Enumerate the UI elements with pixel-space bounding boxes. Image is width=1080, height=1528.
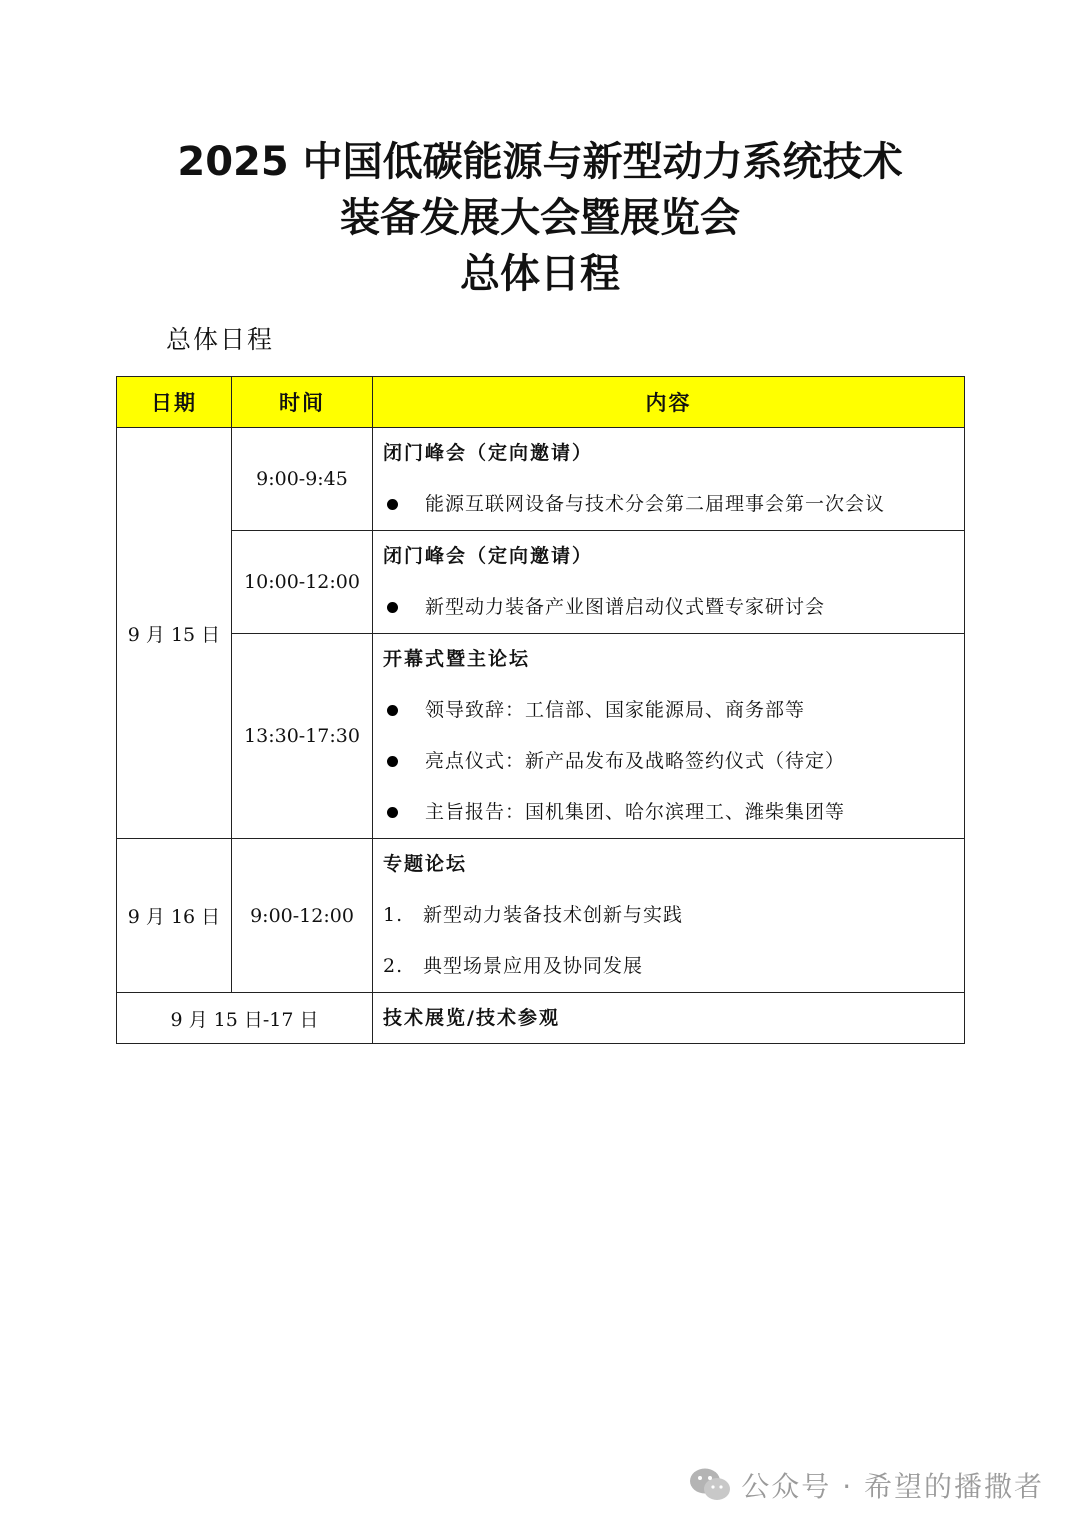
document-title-line-1: 2025 中国低碳能源与新型动力系统技术 — [177, 139, 903, 185]
time-cell: 9:00-12:00 — [232, 839, 373, 993]
table-row — [117, 428, 965, 531]
list-item — [383, 479, 954, 530]
table-row — [117, 531, 965, 634]
list-item — [383, 582, 954, 633]
date-cell: 9 月 15 日 — [117, 428, 232, 839]
watermark-text: 公众号 · 希望的播撒者 — [741, 1470, 1044, 1503]
session-heading: 专题论坛 — [383, 853, 468, 875]
header-date: 日期 — [117, 377, 232, 428]
watermark — [689, 1462, 1044, 1508]
session-heading: 开幕式暨主论坛 — [383, 648, 531, 670]
schedule-table — [116, 376, 965, 1044]
section-subheading: 总体日程 — [166, 325, 275, 354]
item-text: 能源互联网设备与技术分会第二届理事会第一次会议 — [425, 493, 886, 515]
date-cell: 9 月 16 日 — [117, 839, 232, 993]
content-cell — [373, 428, 965, 531]
document-title-line-2: 装备发展大会暨展览会 — [340, 195, 740, 241]
item-text: 新型动力装备技术创新与实践 — [423, 904, 684, 926]
list-item — [383, 890, 954, 941]
wechat-icon — [689, 1466, 731, 1504]
item-text: 典型场景应用及协同发展 — [423, 955, 644, 977]
list-item — [383, 941, 954, 992]
time-cell: 9:00-9:45 — [232, 428, 373, 531]
bullet-icon — [387, 807, 398, 818]
item-text: 亮点仪式：新产品发布及战略签约仪式（待定） — [425, 750, 846, 772]
document-title-line-3: 总体日程 — [460, 251, 620, 297]
bullet-icon — [387, 602, 398, 613]
session-heading: 闭门峰会（定向邀请） — [383, 545, 594, 567]
time-cell: 10:00-12:00 — [232, 531, 373, 634]
item-text: 主旨报告：国机集团、哈尔滨理工、潍柴集团等 — [425, 801, 846, 823]
content-cell — [373, 531, 965, 634]
exhibition-text: 技术展览/技术参观 — [383, 1007, 560, 1029]
header-content: 内容 — [373, 377, 965, 428]
item-text: 领导致辞：工信部、国家能源局、商务部等 — [425, 699, 806, 721]
item-number: 2. — [383, 955, 404, 977]
list-item — [383, 787, 954, 838]
item-text: 新型动力装备产业图谱启动仪式暨专家研讨会 — [425, 596, 826, 618]
table-row — [117, 839, 965, 993]
bullet-icon — [387, 756, 398, 767]
table-header-row — [117, 377, 965, 428]
table-row — [117, 993, 965, 1044]
header-time: 时间 — [232, 377, 373, 428]
bullet-icon — [387, 499, 398, 510]
session-heading: 闭门峰会（定向邀请） — [383, 442, 594, 464]
content-cell — [373, 839, 965, 993]
date-range-cell: 9 月 15 日-17 日 — [117, 993, 373, 1044]
time-cell: 13:30-17:30 — [232, 634, 373, 839]
content-cell — [373, 993, 965, 1044]
content-cell — [373, 634, 965, 839]
bullet-icon — [387, 705, 398, 716]
list-item — [383, 685, 954, 736]
item-number: 1. — [383, 904, 404, 926]
list-item — [383, 736, 954, 787]
table-row — [117, 634, 965, 839]
